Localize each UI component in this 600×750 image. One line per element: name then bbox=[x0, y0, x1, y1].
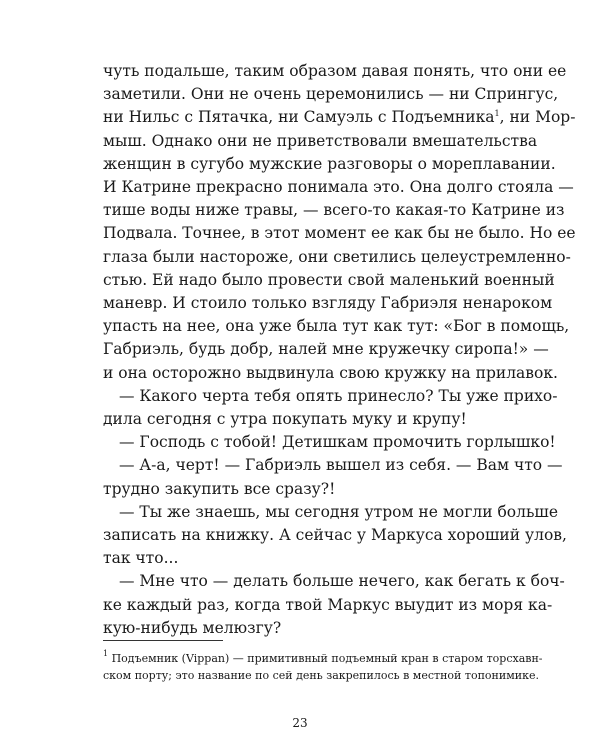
line-text: — Какого черта тебя опять принесло? Ты уже прихо- bbox=[119, 386, 558, 405]
footnote-line bbox=[103, 667, 539, 684]
line-text: — Господь с тобой! Детишкам промочить горлышко! bbox=[119, 433, 556, 452]
line-text: кую-нибудь мелюзгу? bbox=[103, 618, 282, 637]
text-line bbox=[103, 222, 576, 245]
line-text: упасть на нее, она уже была тут как тут: «Бог в помощь, bbox=[103, 317, 570, 336]
page-number: 23 bbox=[292, 716, 308, 730]
text-line bbox=[103, 385, 558, 408]
text-line bbox=[103, 153, 556, 176]
line-text: женщин в сугубо мужские разговоры о мореплавании. bbox=[103, 154, 556, 173]
text-line bbox=[103, 408, 513, 431]
text-line bbox=[103, 431, 556, 454]
footnote bbox=[103, 649, 543, 684]
text-line bbox=[103, 362, 558, 385]
text-line bbox=[103, 292, 553, 315]
text-line bbox=[103, 246, 571, 269]
line-text: заметили. Они не очень церемонились — ни Спрингус, bbox=[103, 85, 559, 104]
line-text: записать на книжку. А сейчас у Маркуса хороший улов, bbox=[103, 526, 567, 545]
text-line bbox=[103, 83, 559, 106]
line-text: — Мне что — делать больше нечего, как бегать к боч- bbox=[119, 572, 565, 591]
text-line bbox=[103, 176, 574, 199]
text-line bbox=[103, 617, 513, 640]
line-text: Подвала. Точнее, в этот момент ее как бы не было. Но ее bbox=[103, 224, 576, 243]
footnote-reference[interactable]: 1 bbox=[494, 109, 500, 119]
body-text bbox=[103, 60, 576, 640]
line-text: и она осторожно выдвинула свою кружку на прилавок. bbox=[103, 363, 558, 382]
text-line bbox=[103, 60, 567, 83]
text-line bbox=[103, 594, 553, 617]
text-line bbox=[103, 199, 565, 222]
line-text: стью. Ей надо было провести свой маленький военный bbox=[103, 270, 555, 289]
footnote-line bbox=[103, 649, 543, 667]
text-line bbox=[103, 338, 549, 361]
text-line bbox=[103, 106, 576, 129]
line-text: чуть подальше, таким образом давая понять, что они ее bbox=[103, 62, 567, 80]
line-text: глаза были настороже, они светились целеустремленно- bbox=[103, 247, 571, 266]
text-line bbox=[103, 315, 570, 338]
line-text: дила сегодня с утра покупать муку и крупу! bbox=[103, 410, 467, 429]
line-text: мыш. Однако они не приветствовали вмешательства bbox=[103, 131, 538, 150]
line-text: трудно закупить все сразу?! bbox=[103, 479, 336, 498]
line-text: — А-а, черт! — Габриэль вышел из себя. — Вам что — bbox=[119, 456, 563, 475]
text-line bbox=[103, 454, 563, 477]
line-text-continued: , ни Мор- bbox=[499, 108, 576, 127]
text-line bbox=[103, 547, 513, 570]
text-line bbox=[103, 570, 565, 593]
footnote-text: Подъемник (Vippan) — примитивный подъемный кран в старом торсхавн- bbox=[111, 652, 543, 665]
line-text: ке каждый раз, когда твой Маркус выудит из моря ка- bbox=[103, 595, 553, 614]
text-line bbox=[103, 478, 513, 501]
line-text: так что... bbox=[103, 549, 179, 568]
line-text: — Ты же знаешь, мы сегодня утром не могли больше bbox=[119, 502, 559, 521]
line-text: ни Нильс с Пятачка, ни Самуэль с Подъемника bbox=[103, 108, 495, 127]
text-line bbox=[103, 501, 559, 524]
footnote-divider bbox=[103, 640, 223, 641]
footnote-marker: 1 bbox=[103, 649, 109, 658]
line-text: ском порту; это название по сей день закрепилось в местной топонимике. bbox=[103, 669, 539, 682]
text-line bbox=[103, 130, 538, 153]
line-text: тише воды ниже травы, — всего-то какая-то Катрине из bbox=[103, 201, 565, 220]
line-text: Габриэль, будь добр, налей мне кружечку сиропа!» — bbox=[103, 340, 549, 359]
line-text: маневр. И стоило только взгляду Габриэля ненароком bbox=[103, 294, 553, 313]
line-text: И Катрине прекрасно понимала это. Она долго стояла — bbox=[103, 178, 574, 197]
text-line bbox=[103, 269, 555, 292]
text-line bbox=[103, 524, 567, 547]
